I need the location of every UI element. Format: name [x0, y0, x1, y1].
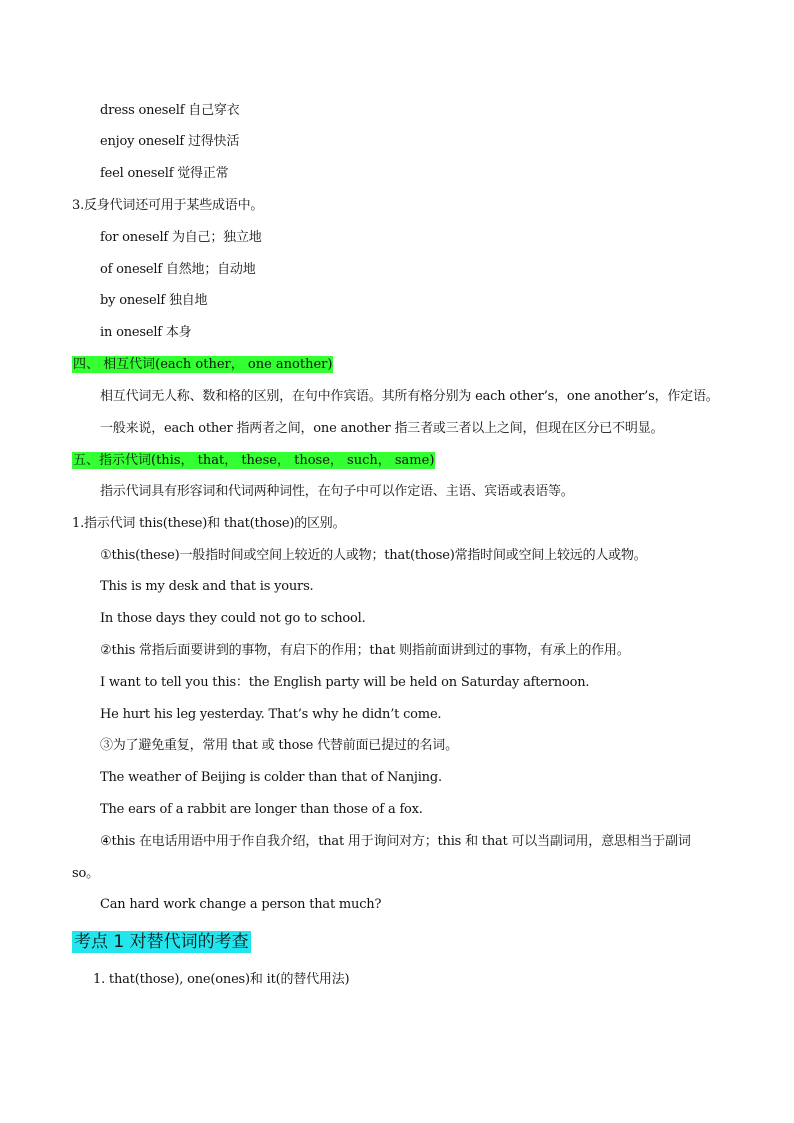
text-line: by oneself 独自地 — [100, 293, 208, 308]
kaodian-heading — [72, 930, 251, 954]
text-line: 指示代词具有形容词和代词两种词性，在句子中可以作定语、主语、宾语或表语等。 — [100, 484, 574, 499]
example-sentence: The weather of Beijing is colder than that of Nanjing. — [100, 770, 442, 785]
example-sentence: The ears of a rabbit are longer than those of a fox. — [100, 802, 423, 817]
text-line: in oneself 本身 — [100, 325, 192, 340]
text-line: 3.反身代词还可用于某些成语中。 — [72, 198, 264, 213]
heading-highlight: 五、指示代词(this， that， these， those， such， same) — [73, 453, 435, 468]
text-line: of oneself 自然地；自动地 — [100, 262, 256, 277]
text-line: ②this 常指后面要讲到的事物，有启下的作用；that 则指前面讲到过的事物，有承上的作用。 — [100, 643, 630, 658]
text-line: so。 — [72, 866, 99, 881]
section-heading-demonstrative — [72, 451, 435, 471]
text-line: ④this 在电话用语中用于作自我介绍，that 用于询问对方；this 和 that 可以当副词用，意思相当于副词 — [100, 834, 691, 849]
example-sentence: In those days they could not go to school. — [100, 611, 366, 626]
text-line: for oneself 为自己；独立地 — [100, 230, 262, 245]
text-line: ①this(these)一般指时间或空间上较近的人或物；that(those)常指时间或空间上较远的人或物。 — [100, 548, 647, 563]
example-sentence: He hurt his leg yesterday. That’s why he didn’t come. — [100, 707, 442, 722]
example-sentence: Can hard work change a person that much? — [100, 897, 382, 912]
text-line: 一般来说，each other 指两者之间，one another 指三者或三者以上之间，但现在区分已不明显。 — [100, 421, 664, 436]
heading-highlight: 四、 相互代词(each other， one another) — [73, 357, 333, 372]
section-heading-reciprocal — [72, 355, 333, 375]
text-line: feel oneself 觉得正常 — [100, 166, 229, 181]
kaodian-highlight: 考点 1 对替代词的考查 — [74, 932, 249, 952]
text-line: enjoy oneself 过得快活 — [100, 134, 240, 149]
example-sentence: This is my desk and that is yours. — [100, 579, 314, 594]
text-line: 1.指示代词 this(these)和 that(those)的区别。 — [72, 516, 346, 531]
text-line: 1. that(those), one(ones)和 it(的替代用法) — [93, 972, 350, 987]
example-sentence: I want to tell you this：the English party will be held on Saturday afternoon. — [100, 675, 590, 690]
text-line: dress oneself 自己穿衣 — [100, 103, 240, 118]
text-line: ③为了避免重复，常用 that 或 those 代替前面已提过的名词。 — [100, 738, 458, 753]
text-line: 相互代词无人称、数和格的区别，在句中作宾语。其所有格分别为 each other’s，one another’s，作定语。 — [100, 389, 719, 404]
